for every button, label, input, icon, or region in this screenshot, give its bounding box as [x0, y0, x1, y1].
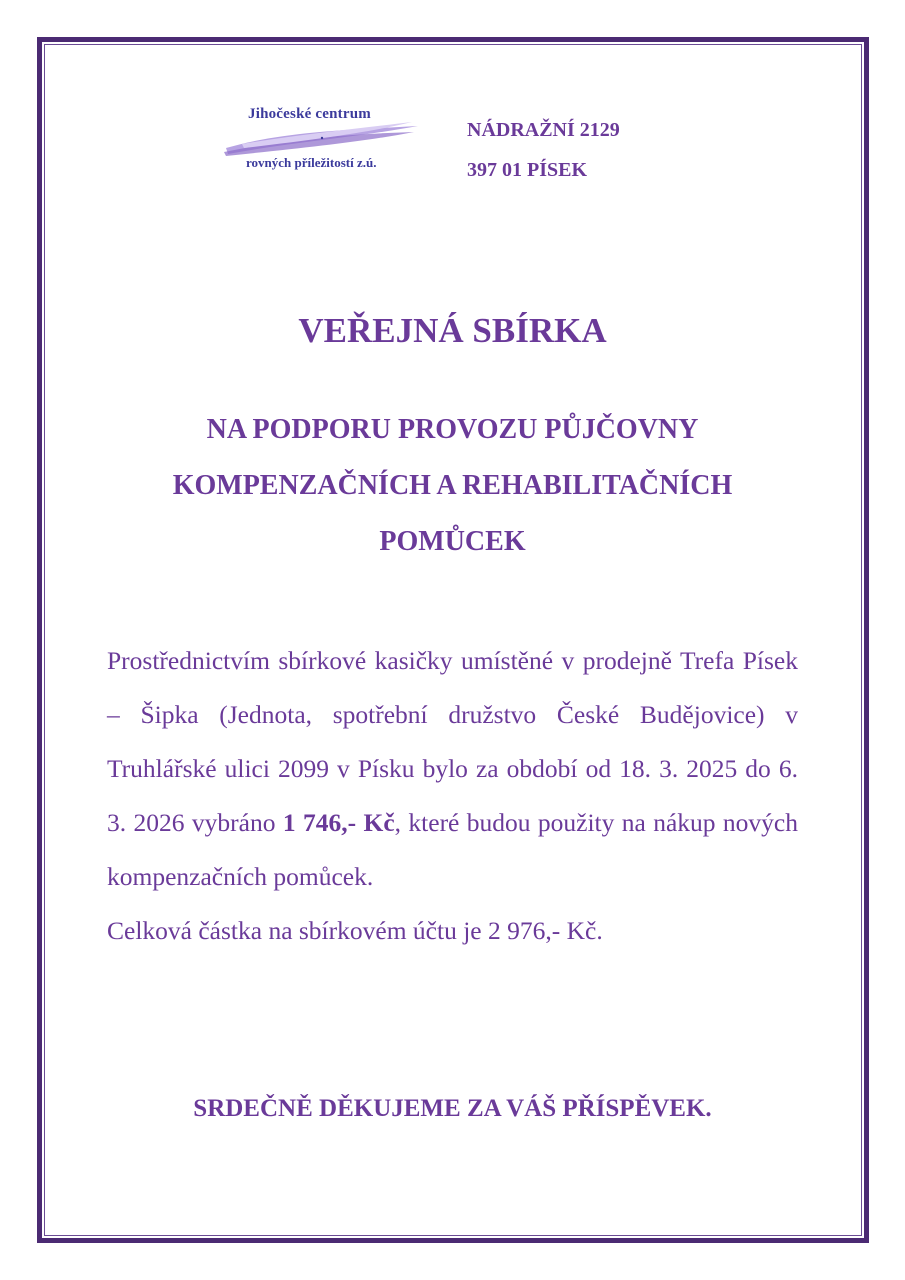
subtitle-line2: KOMPENZAČNÍCH A REHABILITAČNÍCH [172, 470, 733, 501]
collection-result-paragraph [107, 634, 798, 904]
subtitle-line1: NA PODPORU PROVOZU PŮJČOVNY [206, 414, 699, 445]
body-outro: , které budou použity na nákup nových kompenzačních pomůcek. [107, 808, 799, 891]
collected-amount: 1 746,- Kč [282, 808, 395, 837]
thank-you-message: SRDEČNĚ DĚKUJEME ZA VÁŠ PŘÍSPĚVEK. [193, 1095, 712, 1122]
logo-text-line2: rovných příležitostí z.ú. [246, 155, 377, 170]
subtitle [90, 402, 815, 570]
organization-logo [222, 98, 422, 184]
total-amount-line: Celková částka na sbírkovém účtu je 2 976,- Kč. [107, 916, 603, 945]
body-intro: Prostřednictvím sbírkové kasičky umístěné v prodejně Trefa Písek – Šipka (Jednota, spotřební družstvo České Budějovice) v Truhlářské ulici 2099 v Písku bylo za období od 18. 3. 2025 do 6. 3. 2026 vybráno [107, 646, 798, 837]
body-paragraph [107, 634, 798, 958]
address-city: 397 01 PÍSEK [467, 159, 588, 181]
logo-text-line1: Jihočeské centrum [248, 106, 371, 122]
address-street: NÁDRAŽNÍ 2129 [467, 119, 620, 141]
page-title: VEŘEJNÁ SBÍRKA [298, 311, 607, 350]
address-block [467, 110, 620, 190]
subtitle-line3: POMŮCEK [379, 526, 526, 557]
